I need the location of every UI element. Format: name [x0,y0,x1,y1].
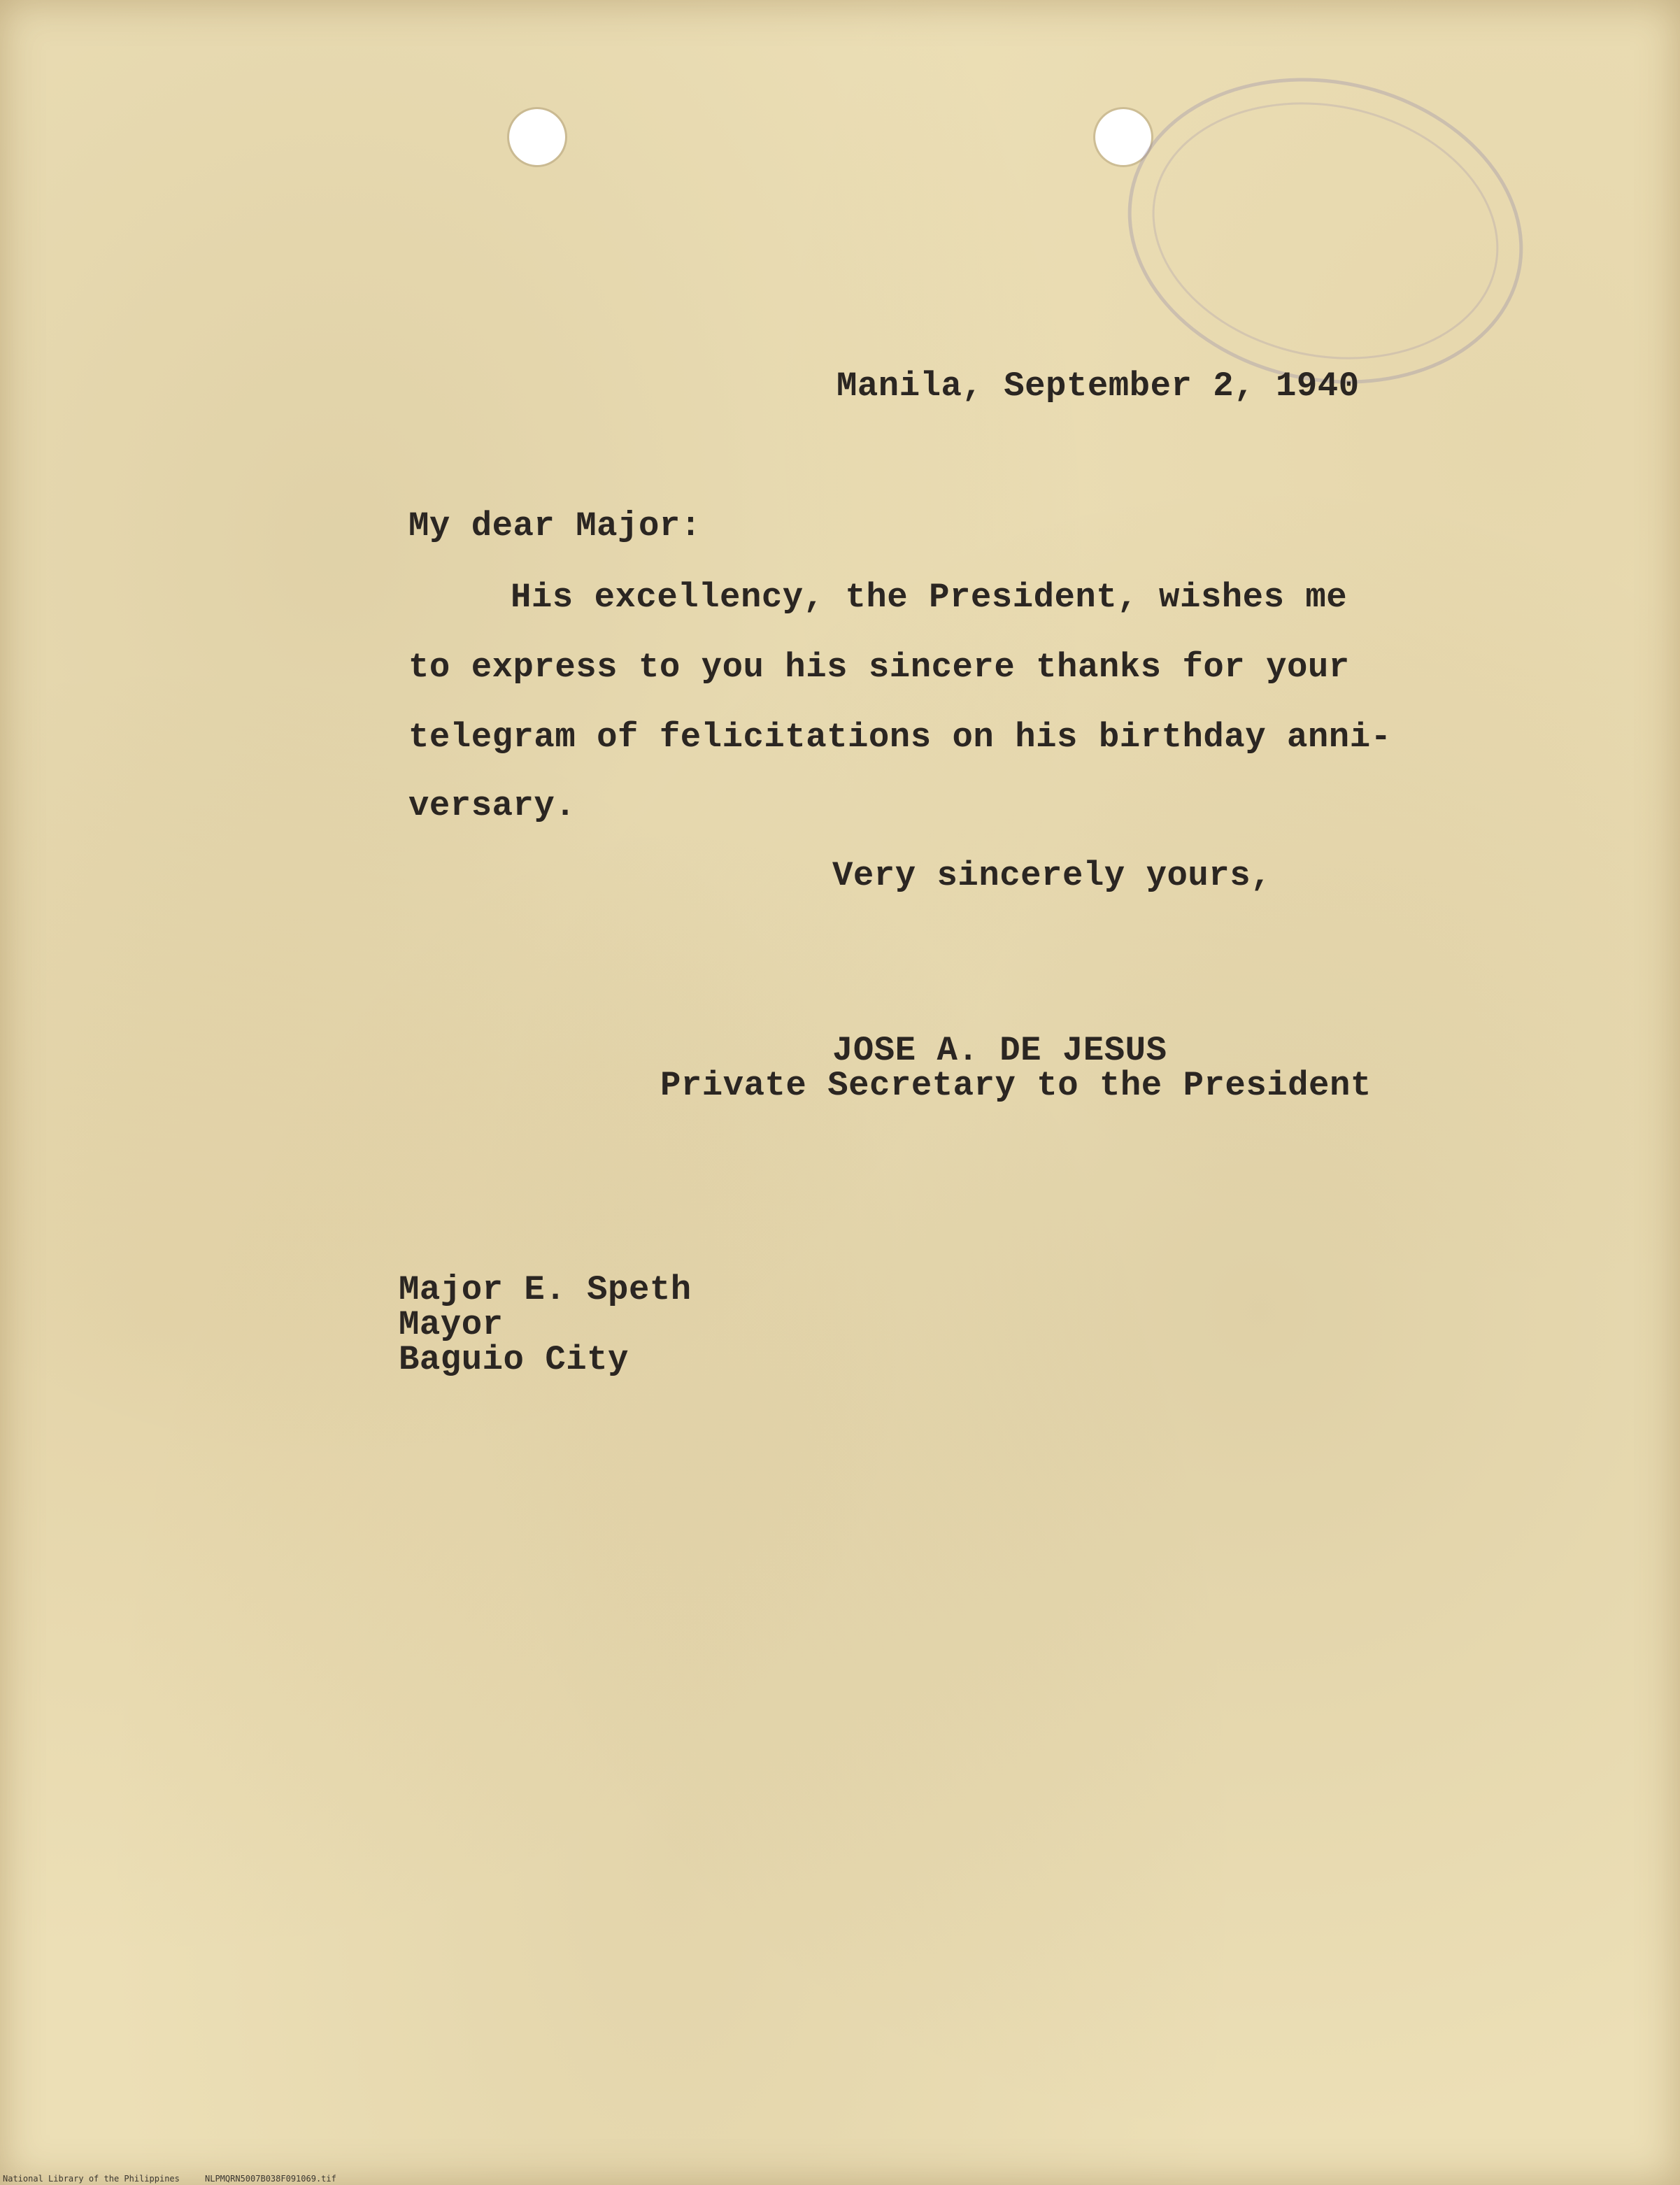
received-stamp [1099,42,1552,419]
recipient-place: Baguio City [399,1340,629,1379]
archive-footer [3,2174,336,2184]
body-line-1: His excellency, the President, wishes me [511,578,1348,617]
dateline: Manila, September 2, 1940 [837,366,1360,406]
body-line-2: to express to you his sincere thanks for your [408,648,1350,687]
footer-spacer [180,2174,205,2184]
salutation: My dear Major: [408,506,702,546]
body-line-4: versary. [408,786,576,825]
recipient-name: Major E. Speth [399,1270,692,1309]
closing: Very sincerely yours, [832,856,1272,895]
recipient-position: Mayor [399,1305,504,1344]
received-stamp-inner-ring [1128,71,1523,390]
footer-file-id: NLPMQRN5007B038F091069.tif [205,2174,336,2184]
footer-institution: National Library of the Philippines [3,2174,180,2184]
signatory-name: JOSE A. DE JESUS [832,1031,1167,1070]
signatory-title: Private Secretary to the President [660,1066,1372,1105]
body-line-3: telegram of felicitations on his birthday anni- [408,718,1392,757]
punch-hole-left [509,109,565,165]
